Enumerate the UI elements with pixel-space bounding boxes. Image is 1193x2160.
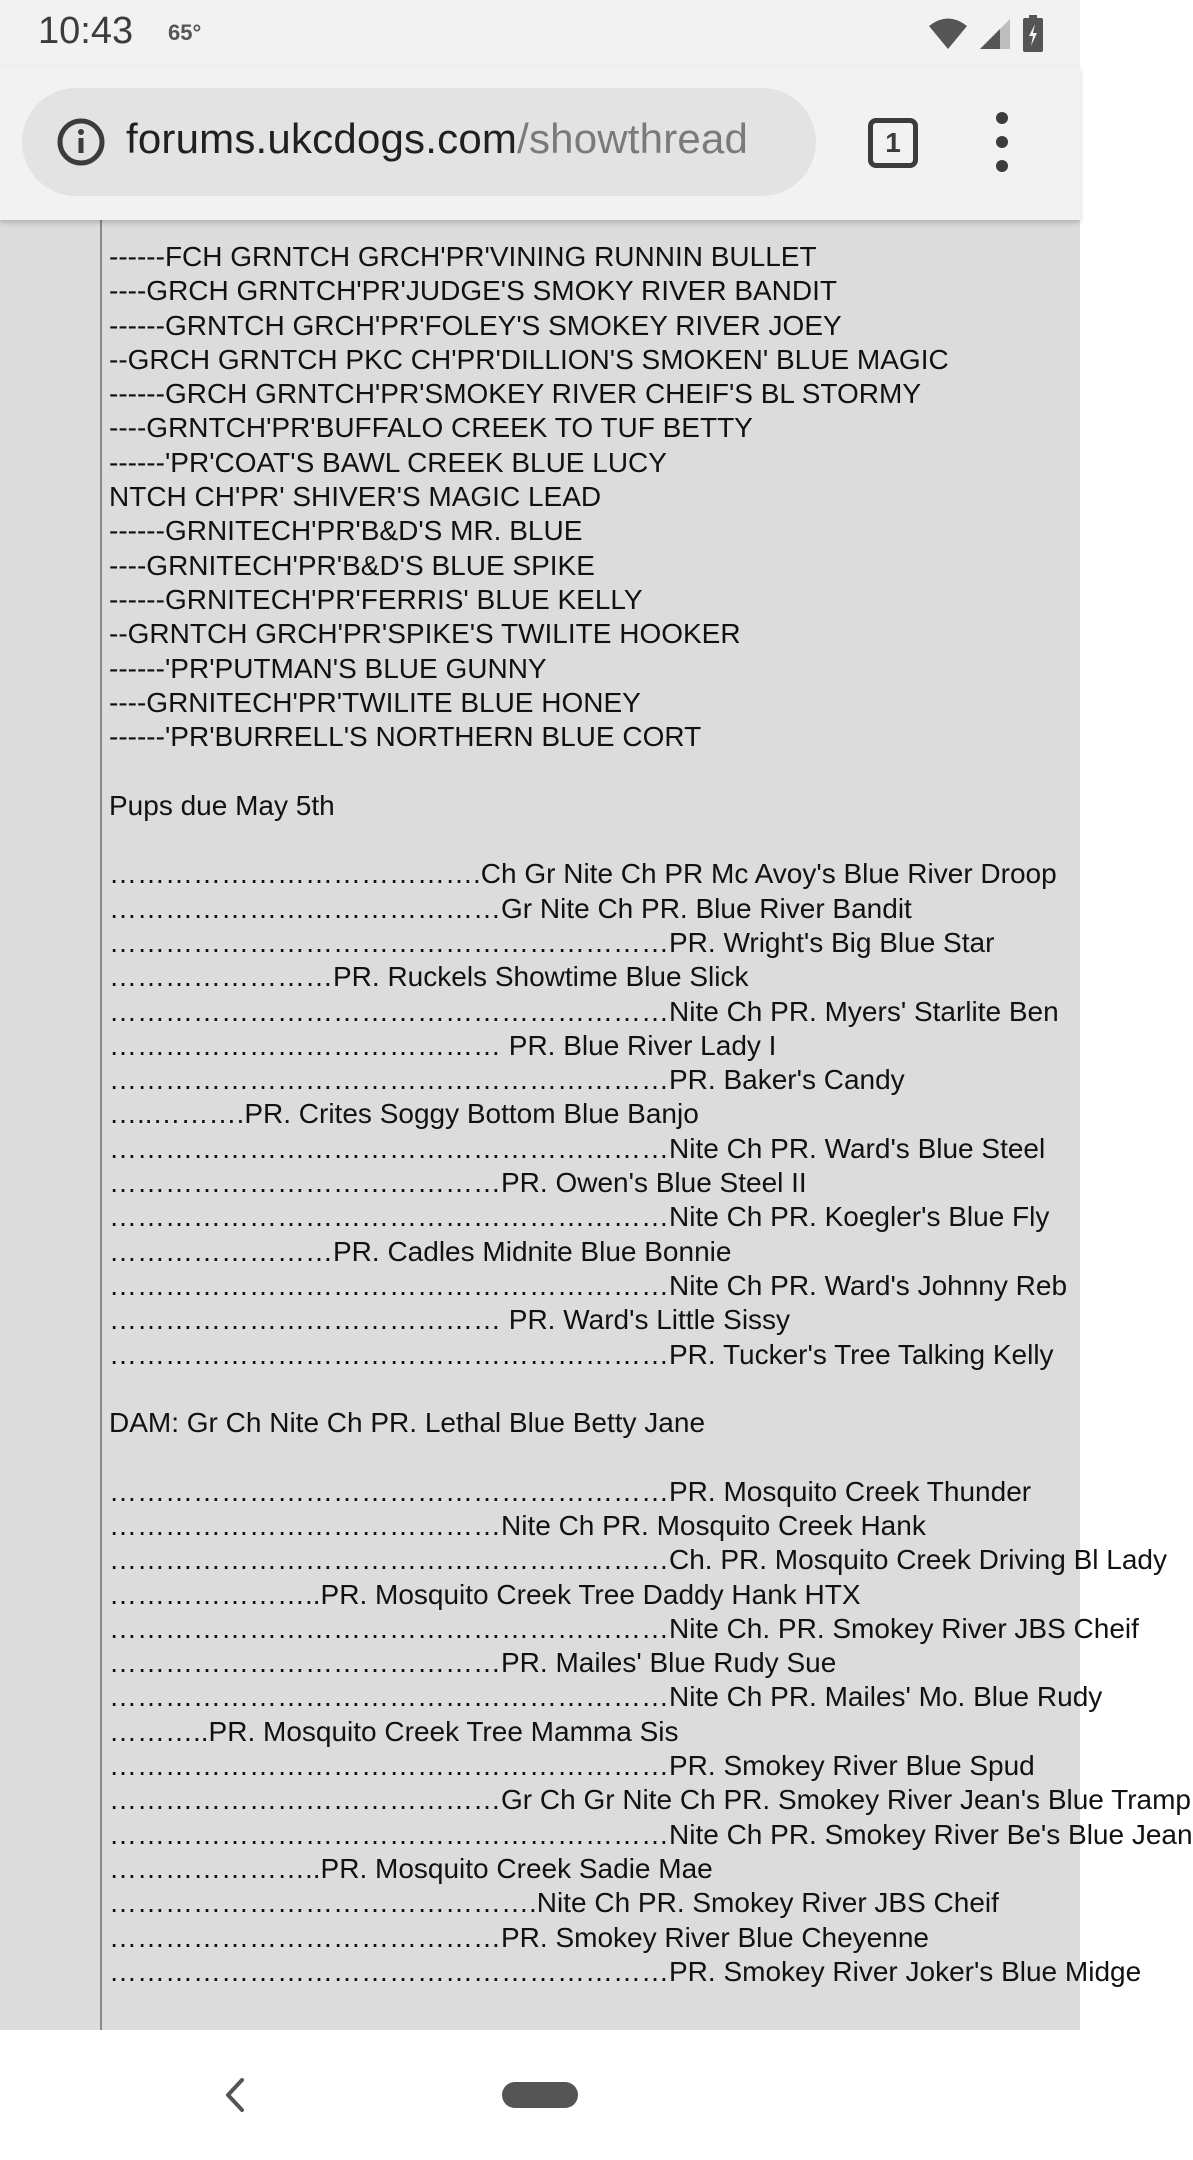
pedigree-line: ……………………………………………………Ch. PR. Mosquito Creek Driving Bl Lady (109, 1544, 1167, 1576)
pedigree-line: --GRCH GRNTCH PKC CH'PR'DILLION'S SMOKEN' BLUE MAGIC (109, 343, 949, 375)
pedigree-line: ----GRNITECH'PR'B&D'S BLUE SPIKE (109, 549, 595, 581)
pedigree-line: ------GRNITECH'PR'B&D'S MR. BLUE (109, 515, 583, 547)
status-icons (928, 14, 1044, 54)
url-text[interactable] (126, 115, 748, 163)
page-content[interactable] (0, 220, 1193, 2030)
pedigree-line: ……………………PR. Ruckels Showtime Blue Slick (109, 961, 749, 993)
pedigree-line: ……………………………………Gr Nite Ch PR. Blue River Bandit (109, 892, 912, 924)
pedigree-line: ----GRNITECH'PR'TWILITE BLUE HONEY (109, 686, 641, 718)
pedigree-line: ------'PR'PUTMAN'S BLUE GUNNY (109, 652, 547, 684)
navigation-bar (0, 2030, 1080, 2160)
pedigree-line: ………………………………….Ch Gr Nite Ch PR Mc Avoy's Blue River Droop (109, 858, 1057, 890)
pedigree-line: --GRNTCH GRCH'PR'SPIKE'S TWILITE HOOKER (109, 618, 741, 650)
tabs-icon[interactable] (868, 118, 918, 168)
pedigree-line: ------GRNTCH GRCH'PR'FOLEY'S SMOKEY RIVER JOEY (109, 309, 842, 341)
post-body (109, 240, 1193, 1989)
pedigree-line: ----GRNTCH'PR'BUFFALO CREEK TO TUF BETTY (109, 412, 753, 444)
pedigree-line: …………………………………… PR. Ward's Little Sissy (109, 1304, 791, 1336)
pedigree-line: ……………………………………………………PR. Mosquito Creek Thunder (109, 1475, 1032, 1507)
spacer (109, 1372, 1109, 1406)
pedigree-line: …………………..PR. Mosquito Creek Tree Daddy Hank HTX (109, 1578, 861, 1610)
pedigree-line: ……………………………………PR. Smokey River Blue Cheyenne (109, 1921, 929, 1953)
pedigree-line: ------GRCH GRNTCH'PR'SMOKEY RIVER CHEIF'S BL STORMY (109, 378, 922, 410)
pedigree-line: …………………………………… PR. Blue River Lady I (109, 1029, 777, 1061)
url-domain: forums.ukcdogs.com (126, 115, 518, 162)
info-icon[interactable] (56, 117, 106, 167)
pedigree-line: ……………………………………………………PR. Wright's Big Blue Star (109, 926, 995, 958)
url-path: /showthread (517, 115, 749, 162)
pedigree-line: ------'PR'COAT'S BAWL CREEK BLUE LUCY (109, 446, 667, 478)
tab-count: 1 (885, 127, 901, 158)
pedigree-line: ……………………………………Nite Ch PR. Mosquito Creek Hank (109, 1509, 926, 1541)
pedigree-line: ……………………………………………………PR. Smokey River Blue Spud (109, 1750, 1035, 1782)
back-icon[interactable] (220, 2070, 250, 2120)
post-divider (100, 220, 102, 2030)
wifi-icon (928, 17, 968, 51)
spacer (109, 823, 1109, 857)
pedigree-line: ……………………………………………………Nite Ch. PR. Smokey River JBS Cheif (109, 1612, 1139, 1644)
pedigree-line: ------'PR'BURRELL'S NORTHERN BLUE CORT (109, 721, 702, 753)
pedigree-line: ……………………………………PR. Mailes' Blue Rudy Sue (109, 1647, 837, 1679)
omnibox[interactable] (22, 88, 816, 196)
browser-toolbar (0, 66, 1080, 220)
battery-icon (1022, 15, 1044, 53)
pedigree-line: ……………………………………….Nite Ch PR. Smokey River JBS Cheif (109, 1887, 999, 1919)
pedigree-line: ……………………………………………………PR. Tucker's Tree Talking Kelly (109, 1338, 1054, 1370)
pedigree-line: ……………………………………………………Nite Ch PR. Ward's Blue Steel (109, 1132, 1046, 1164)
status-temperature: 65° (168, 20, 202, 45)
pedigree-line: NTCH CH'PR' SHIVER'S MAGIC LEAD (109, 481, 602, 513)
dam-title: DAM: Gr Ch Nite Ch PR. Lethal Blue Betty Jane (109, 1407, 706, 1439)
pedigree-line: ………..PR. Mosquito Creek Tree Mamma Sis (109, 1715, 679, 1747)
status-time: 10:43 (38, 10, 134, 52)
home-pill-icon[interactable] (502, 2082, 578, 2108)
spacer (109, 754, 1109, 788)
pedigree-line: ……………………………………PR. Owen's Blue Steel II (109, 1167, 807, 1199)
pedigree-line: ----GRCH GRNTCH'PR'JUDGE'S SMOKY RIVER BANDIT (109, 275, 837, 307)
pedigree-line: …………………..PR. Mosquito Creek Sadie Mae (109, 1852, 713, 1884)
cell-signal-icon (978, 17, 1012, 51)
pedigree-line: ……………………………………………………Nite Ch PR. Mailes' Mo. Blue Rudy (109, 1681, 1103, 1713)
pedigree-line: ……………………………………………………Nite Ch PR. Smokey River Be's Blue Jean (109, 1818, 1193, 1850)
pedigree-line: ……………………………………………………Nite Ch PR. Ward's Johnny Reb (109, 1269, 1068, 1301)
pedigree-line: ……………………………………………………PR. Baker's Candy (109, 1064, 905, 1096)
pedigree-line: ------FCH GRNTCH GRCH'PR'VINING RUNNIN BULLET (109, 241, 817, 272)
pedigree-line: ……………………………………………………PR. Smokey River Joker's Blue Midge (109, 1955, 1142, 1987)
pups-due-text: Pups due May 5th (109, 789, 335, 821)
pedigree-line: ……………………………………………………Nite Ch PR. Koegler's Blue Fly (109, 1201, 1050, 1233)
pedigree-line: ……………………………………………………Nite Ch PR. Myers' Starlite Ben (109, 995, 1059, 1027)
pedigree-line: ------GRNITECH'PR'FERRIS' BLUE KELLY (109, 583, 643, 615)
status-bar (0, 0, 1080, 66)
menu-dots-icon[interactable] (980, 112, 1024, 178)
pedigree-line: ……………………PR. Cadles Midnite Blue Bonnie (109, 1235, 732, 1267)
pedigree-line: …..……….PR. Crites Soggy Bottom Blue Banjo (109, 1098, 699, 1130)
spacer (109, 1440, 1109, 1474)
pedigree-line: ……………………………………Gr Ch Gr Nite Ch PR. Smokey River Jean's Blue Tramp (109, 1784, 1191, 1816)
